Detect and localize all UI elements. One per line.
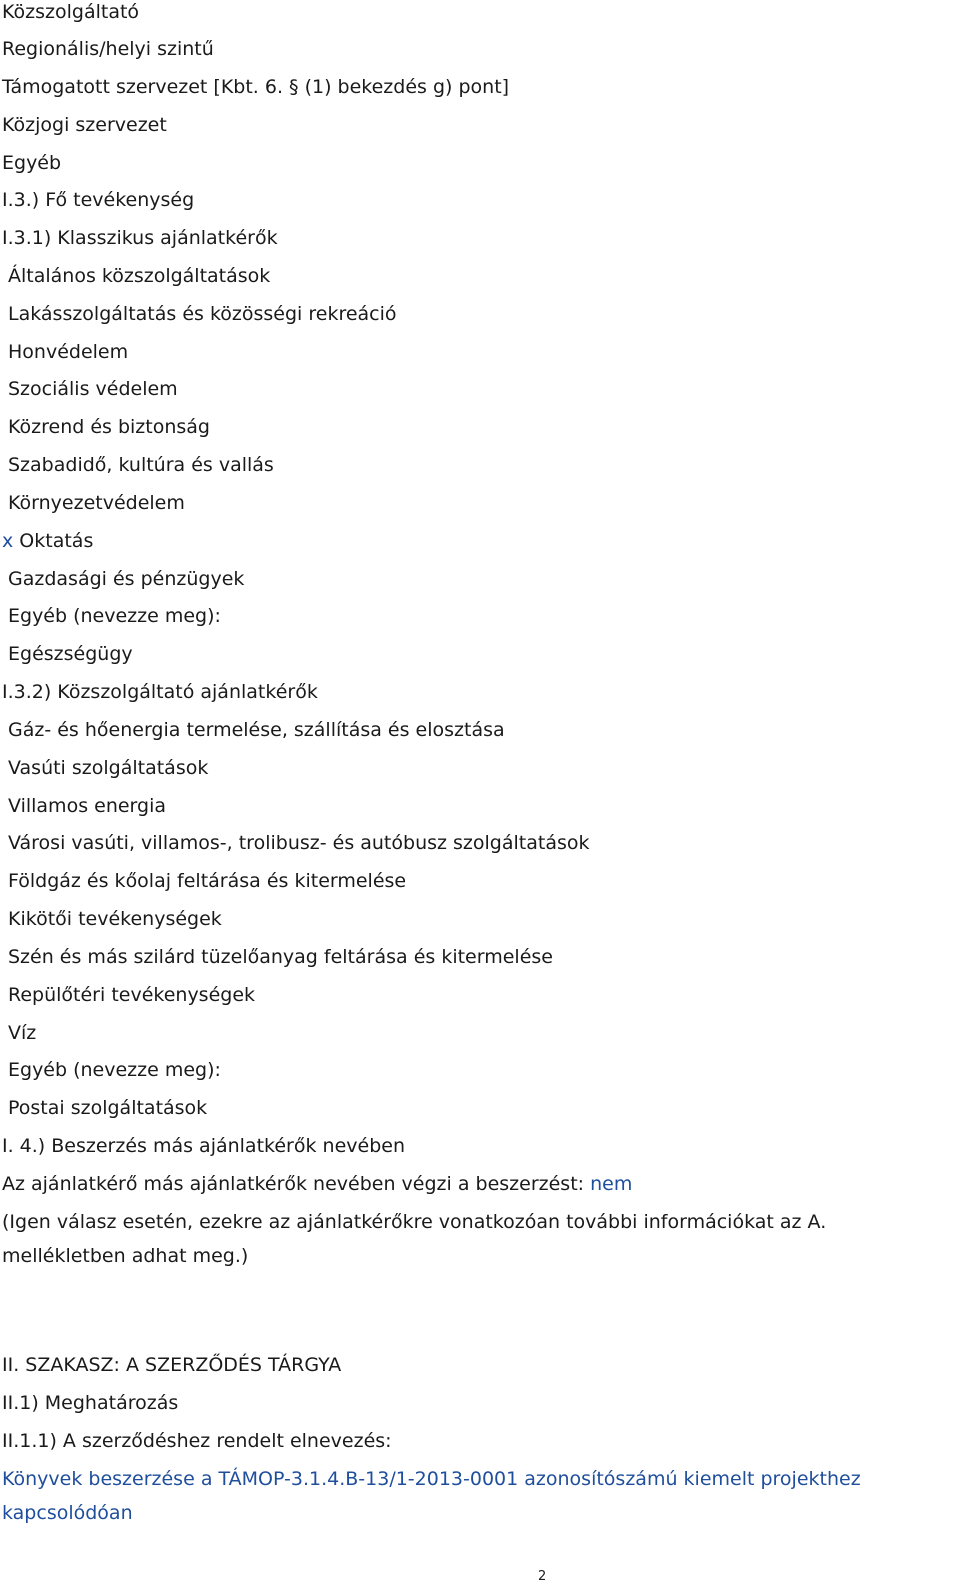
classic-item: Gazdasági és pénzügyek xyxy=(8,568,245,590)
classic-item: Közrend és biztonság xyxy=(8,416,210,438)
classic-item-label: Oktatás xyxy=(19,530,94,552)
utility-item: Egyéb (nevezze meg): xyxy=(8,1059,221,1081)
classic-item: Egyéb (nevezze meg): xyxy=(8,605,221,627)
authority-type-supported-org: Támogatott szervezet [Kbt. 6. § (1) bekezdés g) pont] xyxy=(2,76,510,98)
utility-item: Repülőtéri tevékenységek xyxy=(8,984,256,1006)
section-ii-heading: II. SZAKASZ: A SZERZŐDÉS TÁRGYA xyxy=(2,1354,342,1376)
page-number: 2 xyxy=(538,1569,547,1584)
joint-procurement-note-cont: mellékletben adhat meg.) xyxy=(2,1245,249,1267)
authority-type-public-body: Közjogi szervezet xyxy=(2,114,167,136)
classic-item: Egészségügy xyxy=(8,643,133,665)
utility-item: Víz xyxy=(8,1022,37,1044)
answer-value: nem xyxy=(590,1173,633,1195)
utility-item: Postai szolgáltatások xyxy=(8,1097,208,1119)
authority-type-utility: Közszolgáltató xyxy=(2,1,140,23)
utility-item: Villamos energia xyxy=(8,795,167,817)
utility-item: Kikötői tevékenységek xyxy=(8,908,222,930)
utility-item: Városi vasúti, villamos-, trolibusz- és autóbusz szolgáltatások xyxy=(8,832,590,854)
classic-authorities-heading: I.3.1) Klasszikus ajánlatkérők xyxy=(2,227,278,249)
joint-procurement-heading: I. 4.) Beszerzés más ajánlatkérők nevében xyxy=(2,1135,405,1157)
question-text: Az ajánlatkérő más ajánlatkérők nevében végzi a beszerzést: xyxy=(2,1173,585,1195)
classic-item: Honvédelem xyxy=(8,341,129,363)
main-activity-heading: I.3.) Fő tevékenység xyxy=(2,189,195,211)
classic-item: Környezetvédelem xyxy=(8,492,185,514)
checked-mark: x xyxy=(2,530,14,552)
utility-item: Gáz- és hőenergia termelése, szállítása és elosztása xyxy=(8,719,505,741)
classic-item: Szabadidő, kultúra és vallás xyxy=(8,454,274,476)
contract-title-label: II.1.1) A szerződéshez rendelt elnevezés: xyxy=(2,1430,392,1452)
classic-item: Szociális védelem xyxy=(8,378,178,400)
contract-title-value-cont: kapcsolódóan xyxy=(2,1502,133,1524)
classic-item: Lakásszolgáltatás és közösségi rekreáció xyxy=(8,303,397,325)
utility-item: Vasúti szolgáltatások xyxy=(8,757,209,779)
classic-item: Általános közszolgáltatások xyxy=(8,265,271,287)
utility-item: Szén és más szilárd tüzelőanyag feltárása és kitermelése xyxy=(8,946,553,968)
joint-procurement-question xyxy=(2,1173,632,1195)
authority-type-regional: Regionális/helyi szintű xyxy=(2,38,214,60)
definition-heading: II.1) Meghatározás xyxy=(2,1392,179,1414)
utility-authorities-heading: I.3.2) Közszolgáltató ajánlatkérők xyxy=(2,681,318,703)
authority-type-other: Egyéb xyxy=(2,152,62,174)
joint-procurement-note: (Igen válasz esetén, ezekre az ajánlatkérőkre vonatkozóan további információkat az A. xyxy=(2,1211,827,1233)
classic-item-checked xyxy=(2,530,93,552)
utility-item: Földgáz és kőolaj feltárása és kitermelése xyxy=(8,870,407,892)
contract-title-value: Könyvek beszerzése a TÁMOP-3.1.4.B-13/1-2013-0001 azonosítószámú kiemelt projekthez xyxy=(2,1468,861,1490)
